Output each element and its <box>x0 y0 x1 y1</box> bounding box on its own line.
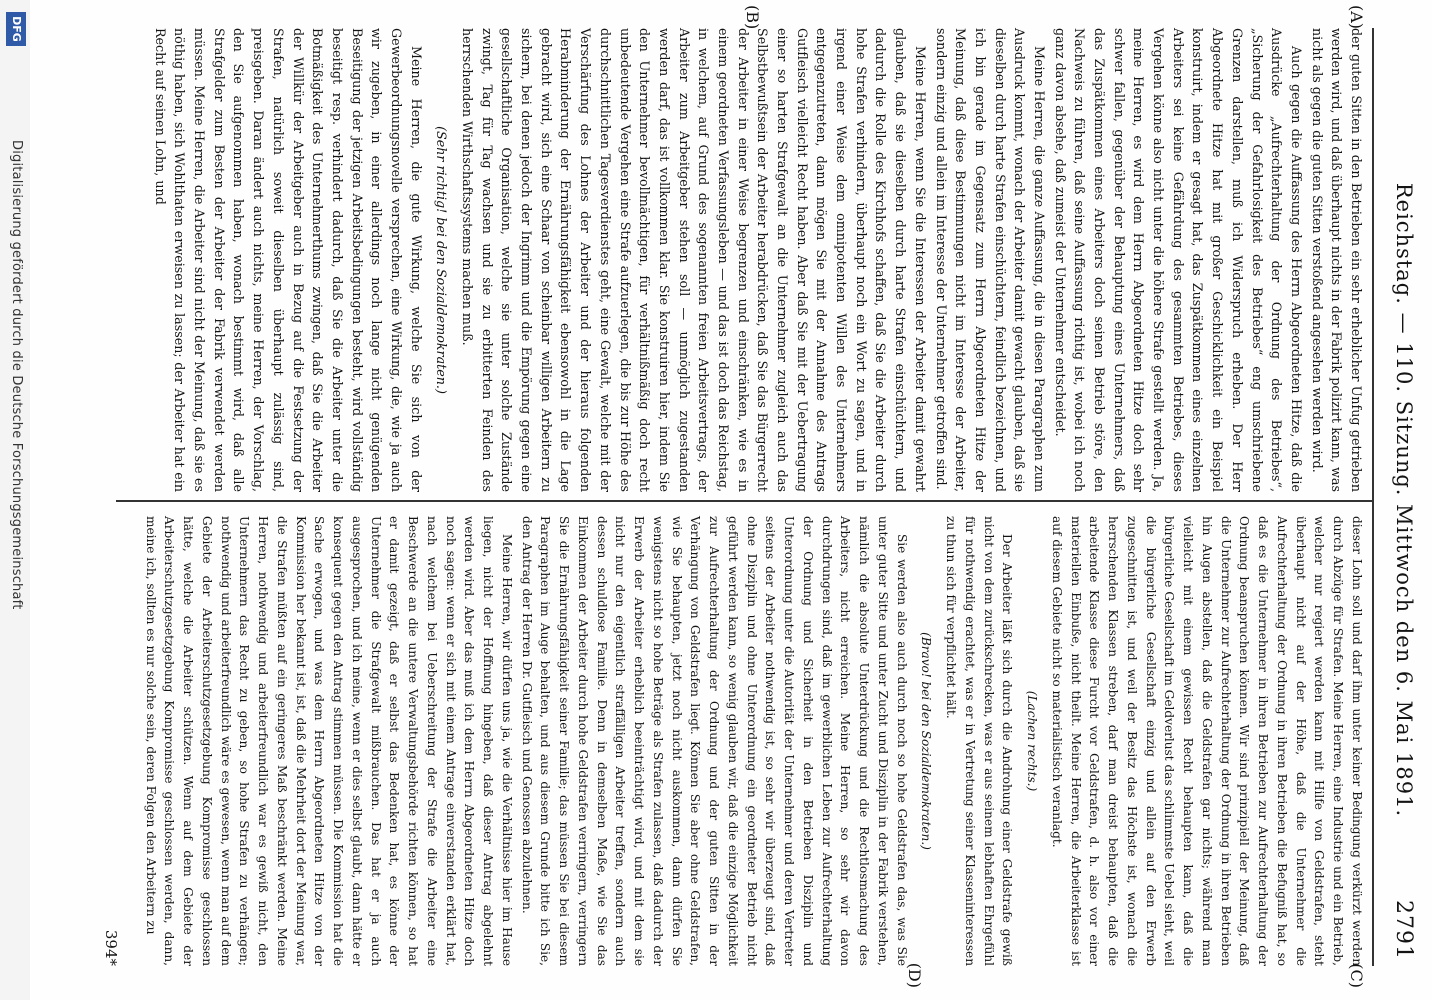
column-divider <box>116 500 1374 502</box>
margin-mark-d: (D) <box>905 962 924 988</box>
left-column <box>150 28 1366 492</box>
paragraph: Meine Herren, die gute Wirkung, welche Sie sich von der Gewerbeordnungsnovelle versprechen, eine Wirkung, die, wie ja auch wir zugeben, in einer allerdings noch lange nicht genügenden Beseitigung der jetzigen Arbeitsbedingungen besteht, wird vollständig beseitigt resp. verhindert dadurch, daß Sie die Arbeiter unter die Botmäßigkeit des Unternehmerthums zwingen, daß Sie die Arbeiter der Willkür der Arbeitgeber auch in Bezug auf die Festsetzung der Strafen, natürlich soweit dieselben überhaupt zulässig sind, preisgeben. Daran ändert auch nichts, meine Herren, der Vorschlag, den Sie aufgenommen haben, wonach bestimmt wird, daß alle Strafgelder zum Besten der Arbeiter der Fabrik verwendet werden müssen. Meine Herren, die Arbeiter sind nicht der Meinung, daß sie es nöthig haben, sich Wohlthaten erweisen zu lassen; der Arbeiter hat ein Recht auf seinen Lohn, und <box>152 28 424 492</box>
dfg-logo-icon: DFG <box>6 12 26 46</box>
paragraph: der guten Sitten in den Betrieben ein sehr erheblicher Unfug getrieben werden wird, und daß überhaupt nichts in der Fabrik polizirt kann, was nicht als gegen die guten Sitten verstoßend angesehen werden wird. <box>1309 28 1364 492</box>
paragraph: dieser Lohn soll und darf ihm unter keiner Bedingung verkürzt werden durch Abzüge für Strafen. Meine Herren, eine Industrie und ein Betrieb, welcher nur regiert werden kann mit Hilfe von Geldstrafen, steht überhaupt nicht auf der Höhe, daß die Unternehmer die Aufrechterhaltung der Ordnung in ihren Betrieben die Befugniß hat, so daß es die Unternehmer in ihren Betrieben zur Aufrechterhaltung der Ordnung beanspruchen können. Wir sind prinzipiell der Meinung, daß die Unternehmer zur Aufrechterhaltung der Ordnung in ihren Betrieben hin Augen abstellen, daß die Geldstrafen gar nichts; während man vielleicht mit einem gewissen Recht behaupten kann, daß die bürgerliche Gesellschaft im Geldverlust das schlimmste Uebel sieht, weil die bürgerliche Gesellschaft einzig und allein auf den Erwerb zugeschnitten ist, und weil der Besitz das Höchste ist, wonach die herrschenden Klassen streben, darf man dreist behaupten, daß die arbeitende Klasse diese Furcht vor Geldstrafen, d. h. also vor einer materiellen Einbuße, nicht theilt. Meine Herren, die Arbeiterklasse ist auf diesem Gebiete nicht so materialistisch veranlagt. <box>1050 516 1364 966</box>
paragraph: Meine Herren, wenn Sie die Interessen der Arbeiter damit gewahrt glauben, daß sie dieselben durch harte Strafen einschüchtern, und dadurch die Rolle des Kirchhofs schaffen, daß Sie die Arbeiter durch hohe Strafen verhindern, überhaupt noch ein Wort zu sagen, und in irgend einer Weise dem omnipotenten Willen des Unternehmers entgegenzutreten, dann mögen Sie mit der Annahme des Antrags Gutfleisch vielleicht Recht haben. Aber daß Sie mit der Uebertragung einer so harten Strafgewalt an die Unternehmer zugleich auch das Selbstbewußtsein der Arbeiter herabdrücken, daß Sie das Bürgerrecht der Arbeiter in einer Weise begrenzen und einschränken, wie es in einem geordneten Verfassungsleben — und das ist doch das Reichstag, in welchem, auf Grund des sogenannten freien Arbeitsvertrags, der Arbeiter zum Arbeitgeber stehen soll — unmöglich zugestanden werden darf, das ist vollkommen klar. Sie konstruiren hier, indem Sie den Unternehmer bevollmächtigen, für verhältnißmäßig doch recht unbedeutende Vergehen eine Strafe aufzuerlegen, die bis zur Höhe des durchschnittlichen Tagesverdienstes geht, eine Gewalt, welche mit der Verschärfung des Lohnes der Arbeiter und der hieraus folgenden Herabminderung der Ernährungsfähigkeit ebensowohl in die Lage gebracht wird, sich eine Schaar von scheinbar willigen Arbeitern zu sichern, bei denen jedoch der Ingrimm und die Empörung gegen eine gesellschaftliche Organisation, welche sie unter solche Zustände zwingt, Tag für Tag wachsen und sie zu erbitterten Feinden des herrschenden Wirthschaftssystems machen muß. <box>460 28 928 492</box>
margin-mark-c: (C) <box>1347 963 1366 988</box>
margin-mark-b: (B) <box>743 5 762 30</box>
paragraph: Meine Herren, wir dürfen uns ja, wie die Verhältnisse hier im Hause liegen, nicht der Hoffnung hingeben, daß dieser Antrag abgelehnt werden wird. Aber das muß ich dem Herrn Abgeordneten Hitze doch noch sagen: wenn er sich mit einem Antrage einverstanden erklärt hat, nach welchem bei Ueberschreitung der Strafe die Arbeiter eine Beschwerde an die untere Verwaltungsbehörde richten können, so hat er damit gezeigt, daß er selbst das Bedenken hat, es könne der Unternehmer die Strafgewalt mißbrauchen. Das hat er ja auch ausgesprochen, und ich meine, wenn er dies selbst glaubt, dann hätte er konsequent gegen den Antrag stimmen müssen. Die Kommission hat die Sache erwogen, und was dem Herrn Abgeordneten Hitze von der Kommission her bekannt ist, ist, daß die Mehrheit dort der Meinung war, die Strafen müßten auf ein geringeres Maß beschränkt werden. Meine Herren, nothwendig und arbeiterfreundlich war es gewiß nicht, den Unternehmern das Recht zu geben, so hohe Strafen zu verhängen; nothwendig und arbeiterfreundlich wäre es gewesen, wenn man auf dem Gebiete der Arbeiterschutzgesetzgebung Kompromisse geschlossen hätte, welche die Arbeiter schützen. Wenn auf dem Gebiete der Arbeiterschutzgesetzgebung Kompromisse geschlossen werden, dann, meine ich, sollten es nur solche sein, deren Folgen den Arbeitern zu <box>143 516 514 966</box>
interjection: (Sehr richtig! bei den Sozialdemokraten.) <box>434 126 450 394</box>
right-column <box>141 516 1366 966</box>
header-rule <box>1373 28 1375 966</box>
footer-text: Digitalisierung gefördert durch die Deutsche Forschungsgemeinschaft <box>9 140 24 610</box>
paragraph: Der Arbeiter läßt sich durch die Androhung einer Geldstrafe gewiß nicht von dem zurückschrecken, was er aus seinem lebhaften Ehrgefühl für nothwendig erachtet, was er in Vertretung seiner Klasseninteressen zu thun sich für verpflichtet hält. <box>944 516 1015 966</box>
margin-mark-a: (A) <box>1347 5 1366 30</box>
running-header: Reichstag. — 110. Sitzung. Mittwoch den 6. Mai 1891. <box>1392 182 1416 818</box>
signature-mark: 394* <box>102 929 120 966</box>
paragraph: Auch gegen die Auffassung des Herrn Abgeordneten Hitze, daß die Ausdrücke „Aufrechterhaltung der Ordnung des Betriebes“, „Sicherung der Gefahrlosigkeit des Betriebes“ eng umschriebene Grenzen darstellen, muß ich Widerspruch erheben. Der Herr Abgeordnete Hitze hat mit großer Geschicklichkeit ein Beispiel konstruirt, indem er gesagt hat, das Zuspätkommen eines einzelnen Arbeiters sei keine Gefährdung des gesammten Betriebes, dieses Vergehen könne also nicht unter die höhere Strafe gestellt werden. Ja, meine Herren, es wird dem Herrn Abgeordneten Hitze doch sehr schwer fallen, gegenüber der Behauptung eines Unternehmers, daß das Zuspätkommen eines Arbeiters doch seinen Betrieb störe, den Nachweis zu führen, daß seine Auffassung richtig ist, wobei ich noch ganz davon absehe, daß zumeist der Unternehmer entscheidet. <box>1052 28 1304 492</box>
interjection: (Bravo! bei den Sozialdemokraten.) <box>919 632 934 850</box>
paragraph: Meine Herren, die ganze Auffassung, die in diesen Paragraphen zum Ausdruck kommt, wonach der Arbeiter damit gewacht glauben, daß sie dieselben durch harte Strafen einschüchtern, feindlich bezeichnen, und ich bin gerade im Gegensatz zum Herrn Abgeordneten Hitze der Meinung, daß diese Bestimmungen nicht im Interesse der Arbeiter, sondern einzig und allein im Interesse der Unternehmer getroffen sind. <box>933 28 1047 492</box>
page-number: 2791 <box>1391 900 1416 960</box>
paragraph: Sie werden also auch durch noch so hohe Geldstrafen das, was Sie unter guter Sitte und unter Zucht und Disziplin in der Fabrik verstehen, nämlich die absolute Unterdrückung und die Rechtlosmachung des Arbeiters, nicht erreichen. Meine Herren, so sehr wir davon durchdrungen sind, daß im gewerblichen Leben zur Aufrechterhaltung der Ordnung und Sicherheit in den Betrieben Disziplin und Unterordnung unter die Autorität der Unternehmer und deren Vertreter seitens der Arbeiter nothwendig ist, so sehr wir überzeugt sind, daß ohne Disziplin und ohne Unterordnung ein geordneter Betrieb nicht geführt werden kann, so wenig glauben wir, daß die einzige Möglichkeit zur Aufrechterhaltung der Ordnung und der guten Sitten in der Verhängung von Geldstrafen liegt. Können Sie aber ohne Geldstrafen, wie Sie behaupten, jetzt noch nicht auskommen, dann dürfen Sie wenigstens nicht so hohe Beträge als Strafen zulassen, daß dadurch der Erwerb der Arbeiter erheblich beeinträchtigt wird, und mit dem sie nicht nur den eigentlich straffälligen Arbeiter treffen, sondern auch dessen schuldlose Familie. Denn in demselben Maße, wie Sie das Einkommen der Arbeiter durch hohe Geldstrafen verringern, verringern Sie die Ernährungsfähigkeit seiner Familie; das müssen Sie bei diesem Paragraphen im Auge behalten, und aus diesem Grunde bitte ich Sie, den Antrag der Herren Dr. Gutfleisch und Genossen abzulehnen. <box>519 516 909 966</box>
interjection: (Lachen rechts.) <box>1025 690 1040 792</box>
